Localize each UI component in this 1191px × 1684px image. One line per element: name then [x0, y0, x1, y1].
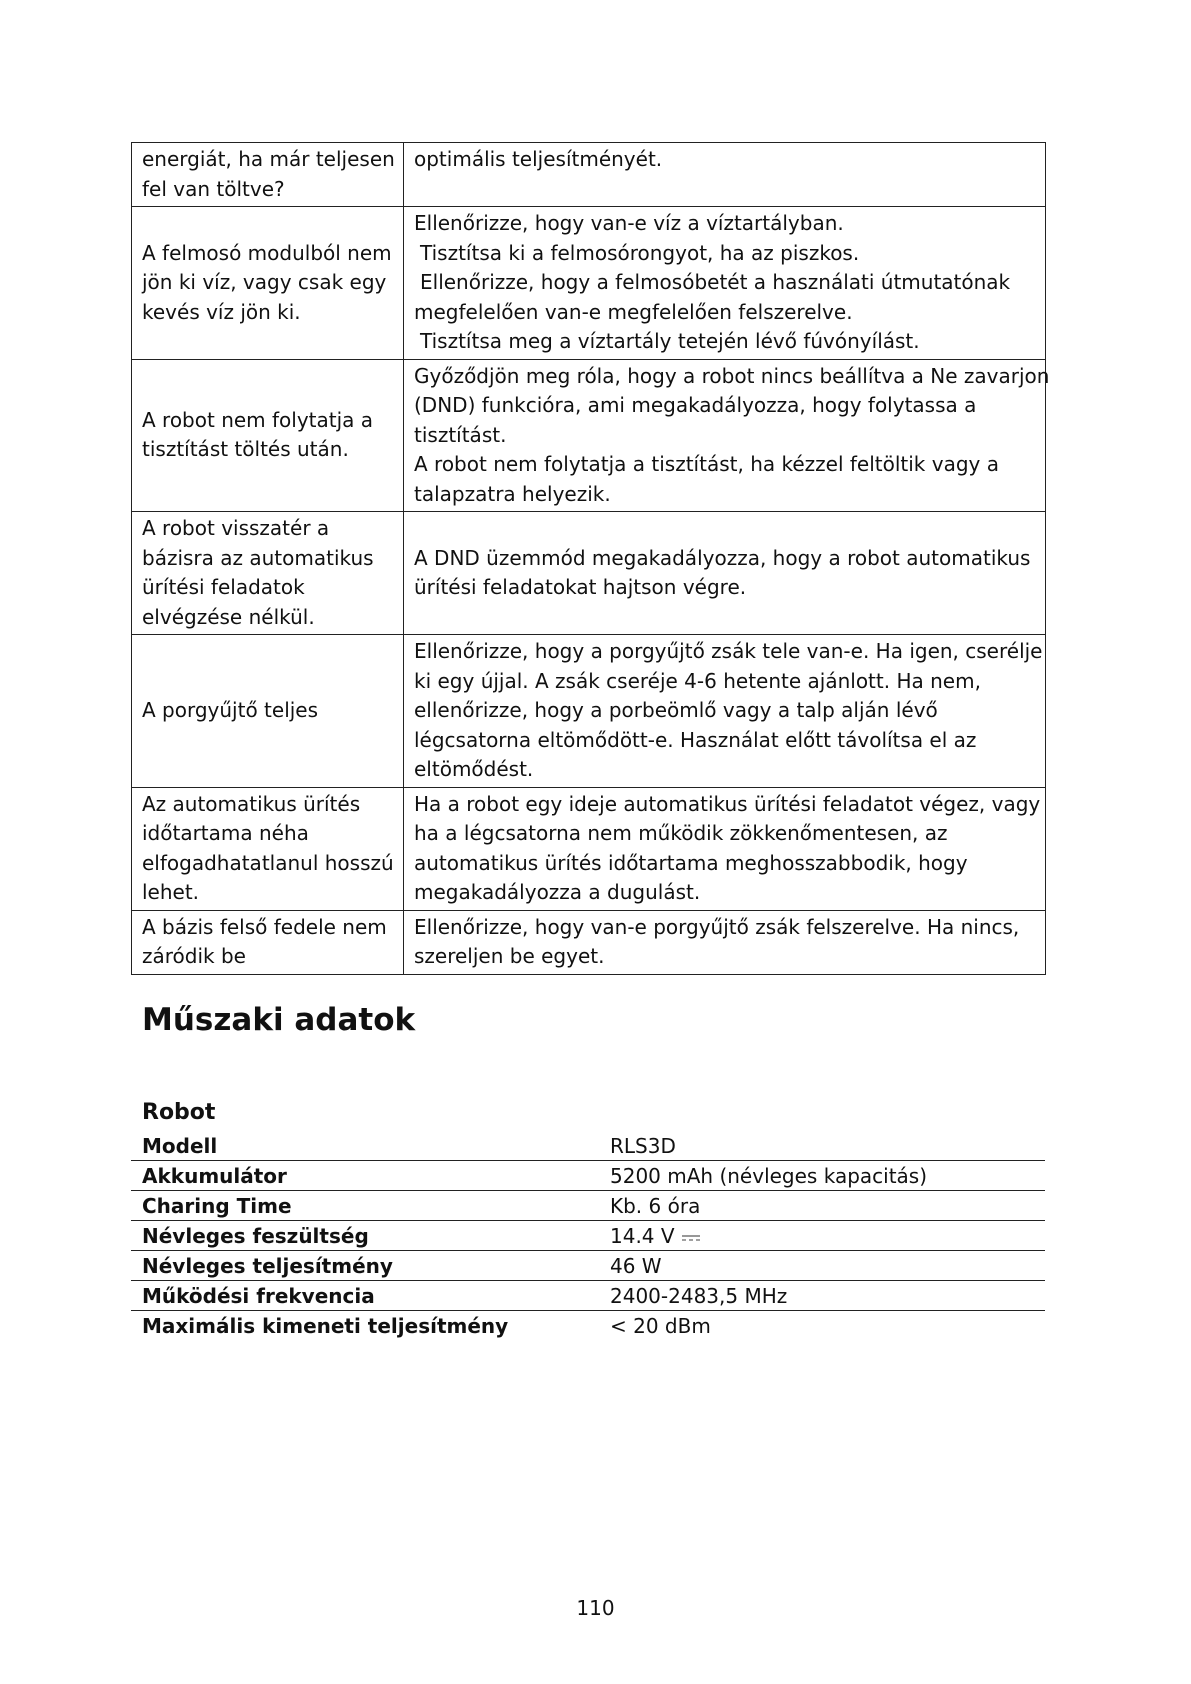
solution-line: A DND üzemmód megakadályozza, hogy a robot automatikus [414, 545, 1031, 570]
spec-row [131, 1161, 1045, 1191]
spec-key: Névleges feszültség [131, 1221, 600, 1251]
solution-line: talapzatra helyezik. [414, 481, 611, 506]
spec-row [131, 1281, 1045, 1311]
solution-line: Győződjön meg róla, hogy a robot nincs beállítva a Ne zavarjon [414, 363, 1050, 388]
solution-cell [404, 787, 1046, 910]
spec-key: Modell [131, 1131, 600, 1161]
spec-key: Charing Time [131, 1191, 600, 1221]
solution-cell [404, 359, 1050, 512]
solution-line: ellenőrizze, hogy a porbeömlő vagy a talp alján lévő [414, 698, 938, 722]
solution-line: Ellenőrizze, hogy van-e porgyűjtő zsák felszerelve. Ha nincs, [414, 914, 1020, 939]
problem-line: jön ki víz, vagy csak egy [142, 270, 387, 294]
solution-line: ürítési feladatokat hajtson végre. [414, 575, 747, 599]
spec-value: 5200 mAh (névleges kapacitás) [600, 1161, 1045, 1191]
solution-line: megakadályozza a dugulást. [414, 880, 701, 904]
spec-key: Maximális kimeneti teljesítmény [142, 1314, 509, 1338]
spec-row [131, 1131, 1045, 1161]
troubleshooting-table [131, 142, 1050, 975]
table-row [132, 207, 1046, 360]
problem-line: energiát, ha már teljesen [142, 147, 395, 171]
problem-line: ürítési feladatok [142, 575, 305, 599]
solution-cell [404, 207, 1046, 360]
problem-line: A porgyűjtő teljes [142, 698, 319, 722]
problem-cell [132, 359, 404, 512]
solution-line: automatikus ürítés időtartama meghosszabbodik, hogy [414, 850, 968, 875]
solution-line: Ha a robot egy ideje automatikus ürítési feladatot végez, vagy [414, 791, 1041, 816]
solution-line: A robot nem folytatja a tisztítást, ha kézzel feltöltik vagy a [414, 452, 999, 476]
specs-group-title: Robot [142, 1100, 216, 1125]
solution-line: légcsatorna eltömődött-e. Használat előtt távolítsa el az [414, 727, 977, 752]
solution-line: (DND) funkcióra, ami megakadályozza, hogy folytassa a [414, 393, 977, 417]
problem-cell [132, 512, 404, 635]
spec-value-cell [600, 1221, 1045, 1251]
problem-cell [132, 143, 404, 207]
problem-line: időtartama néha [142, 821, 309, 845]
spec-key: Működési frekvencia [131, 1281, 600, 1311]
solution-line: szereljen be egyet. [414, 944, 605, 968]
solution-cell [404, 512, 1046, 635]
table-row [132, 512, 1046, 635]
specs-table [131, 1131, 1045, 1340]
problem-line: lehet. [142, 880, 200, 904]
solution-line: Tisztítsa meg a víztartály tetején lévő fúvónyílást. [420, 329, 920, 353]
solution-cell [404, 143, 1046, 207]
solution-line: Ellenőrizze, hogy a felmosóbetét a használati útmutatónak [420, 270, 1011, 294]
problem-line: bázisra az automatikus [142, 545, 374, 570]
solution-line: Tisztítsa ki a felmosórongyot, ha az piszkos. [420, 240, 860, 265]
problem-line: elvégzése nélkül. [142, 604, 315, 629]
page-number: 110 [576, 1596, 615, 1620]
direct-current-icon [681, 1233, 701, 1243]
problem-line: elfogadhatatlanul hosszú [142, 850, 394, 875]
table-row [132, 359, 1046, 512]
spec-value: 14.4 V [610, 1224, 675, 1248]
spec-row [131, 1191, 1045, 1221]
solution-line: Ellenőrizze, hogy van-e víz a víztartályban. [414, 211, 844, 235]
solution-line: tisztítást. [414, 422, 507, 447]
spec-value: 46 W [600, 1251, 1045, 1281]
solution-line: ha a légcsatorna nem működik zökkenőmentesen, az [414, 821, 948, 845]
spec-value: RLS3D [600, 1131, 1045, 1161]
solution-cell [404, 910, 1046, 974]
table-row [132, 910, 1046, 974]
solution-line: ki egy újjal. A zsák cseréje 4-6 hetente ajánlott. Ha nem, [414, 668, 981, 693]
problem-line: A bázis felső fedele nem [142, 914, 387, 939]
spec-row [131, 1251, 1045, 1281]
table-row [132, 143, 1046, 207]
problem-line: tisztítást töltés után. [142, 437, 349, 462]
problem-line: fel van töltve? [142, 176, 285, 201]
solution-line: megfelelően van-e megfelelően felszerelve. [414, 299, 853, 324]
spec-value: 2400-2483,5 MHz [600, 1281, 1045, 1311]
problem-line: A robot visszatér a [142, 516, 330, 540]
problem-cell [132, 207, 404, 360]
table-row [132, 635, 1046, 788]
problem-cell [132, 635, 404, 788]
section-title: Műszaki adatok [142, 1002, 416, 1038]
problem-line: A felmosó modulból nem [142, 240, 392, 265]
solution-line: Ellenőrizze, hogy a porgyűjtő zsák tele van-e. Ha igen, cserélje [414, 639, 1043, 663]
solution-line: optimális teljesítményét. [414, 147, 663, 171]
spec-row [131, 1221, 1045, 1251]
problem-line: kevés víz jön ki. [142, 299, 301, 324]
table-row [132, 787, 1046, 910]
spec-row [131, 1311, 1045, 1341]
problem-cell [132, 787, 404, 910]
solution-line: eltömődést. [414, 757, 534, 781]
problem-line: A robot nem folytatja a [142, 407, 374, 432]
spec-key: Névleges teljesítmény [131, 1251, 600, 1281]
problem-line: Az automatikus ürítés [142, 791, 361, 816]
spec-value: < 20 dBm [610, 1314, 711, 1338]
problem-line: záródik be [142, 944, 246, 968]
solution-cell [404, 635, 1046, 788]
spec-value: Kb. 6 óra [600, 1191, 1045, 1221]
spec-key: Akkumulátor [131, 1161, 600, 1191]
problem-cell [132, 910, 404, 974]
